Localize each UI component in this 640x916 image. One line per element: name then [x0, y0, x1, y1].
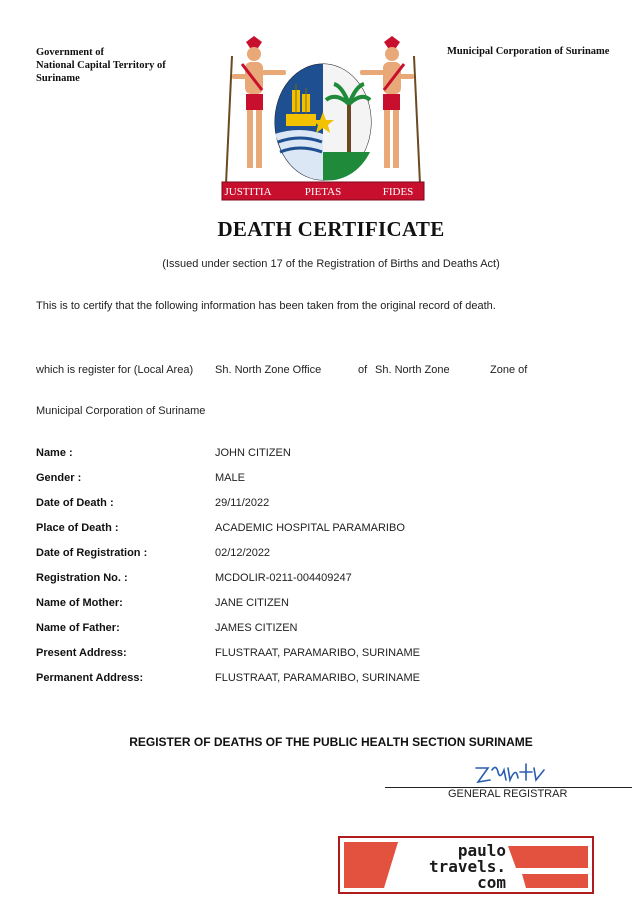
field-label: Registration No. : [36, 572, 128, 584]
watermark-text [396, 843, 506, 891]
issuer-municipal: Municipal Corporation of Suriname [447, 46, 610, 57]
field-label: Date of Death : [36, 497, 114, 509]
field-value: FLUSTRAAT, PARAMARIBO, SURINAME [215, 672, 420, 684]
field-row-present-address [36, 647, 616, 663]
field-row-date-of-registration [36, 547, 616, 563]
register-corporation: Municipal Corporation of Suriname [36, 405, 206, 417]
field-label: Place of Death : [36, 522, 119, 534]
issuer-line: Suriname [36, 73, 80, 84]
registrar-signature [470, 760, 550, 786]
field-label: Present Address: [36, 647, 127, 659]
field-value: ACADEMIC HOSPITAL PARAMARIBO [215, 522, 405, 534]
coat-of-arms [218, 34, 428, 206]
registrar-title: GENERAL REGISTRAR [448, 788, 568, 800]
field-value: JOHN CITIZEN [215, 447, 291, 459]
watermark-line: travels. [428, 857, 506, 876]
field-label: Gender : [36, 472, 82, 484]
field-value: JAMES CITIZEN [215, 622, 298, 634]
field-row-father [36, 622, 616, 638]
field-row-mother [36, 597, 616, 613]
field-label: Name : [36, 447, 73, 459]
field-value: FLUSTRAAT, PARAMARIBO, SURINAME [215, 647, 420, 659]
register-zone-of: Zone of [490, 364, 528, 376]
certify-statement: This is to certify that the following information has been taken from the original record of death. [36, 300, 496, 312]
field-label: Date of Registration : [36, 547, 148, 559]
field-row-registration-no [36, 572, 616, 588]
field-value: JANE CITIZEN [215, 597, 289, 609]
watermark-line: paulo [457, 841, 506, 860]
field-label: Name of Father: [36, 622, 120, 634]
motto-word: PIETAS [304, 186, 342, 198]
field-value: 02/12/2022 [215, 547, 271, 559]
field-value: MCDOLIR-0211-004409247 [215, 572, 352, 584]
register-of-label: of [358, 364, 368, 376]
register-zone: Sh. North Zone [375, 364, 450, 376]
field-row-place-of-death [36, 522, 616, 538]
watermark-line: com [477, 873, 506, 892]
register-office: Sh. North Zone Office [215, 364, 322, 376]
shield [275, 64, 371, 180]
motto-word: JUSTITIA [224, 186, 272, 198]
field-label: Permanent Address: [36, 672, 144, 684]
field-row-name [36, 447, 616, 463]
field-row-date-of-death [36, 497, 616, 513]
document-subtitle: (Issued under section 17 of the Registration of Births and Deaths Act) [162, 258, 500, 270]
watermark-logo [338, 836, 594, 894]
field-row-gender [36, 472, 616, 488]
field-row-permanent-address [36, 672, 616, 688]
field-value: MALE [215, 472, 245, 484]
field-value: 29/11/2022 [215, 497, 270, 509]
register-heading: REGISTER OF DEATHS OF THE PUBLIC HEALTH SECTION SURINAME [129, 735, 533, 749]
register-prefix: which is register for (Local Area) [36, 364, 194, 376]
field-label: Name of Mother: [36, 597, 123, 609]
issuer-line: Government of [36, 47, 104, 58]
document-title: DEATH CERTIFICATE [217, 217, 445, 241]
issuer-line: National Capital Territory of [36, 60, 166, 71]
motto-word: FIDES [382, 186, 414, 198]
issuer-government [36, 46, 206, 85]
